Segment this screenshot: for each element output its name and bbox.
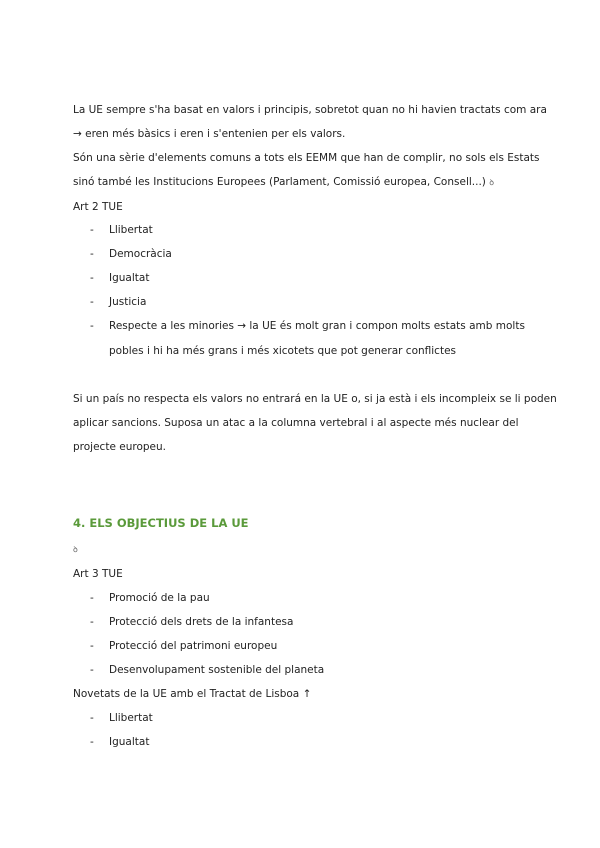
- list-item-text: Llibertat: [109, 224, 153, 236]
- list-item-text: Desenvolupament sostenible del planeta: [109, 664, 325, 676]
- novetats-text: Novetats de la UE amb el Tractat de Lisboa ↑: [73, 688, 312, 700]
- list-dash: -: [90, 296, 94, 308]
- intro-paragraph: [73, 98, 547, 219]
- list-item: [90, 242, 172, 266]
- intro-line-3: Són una sèrie d'elements comuns a tots els EEMM que han de complir, no sols els Estats: [73, 152, 540, 164]
- list-item-continuation: pobles i hi ha més grans i més xicotets que pot generar conflictes: [109, 345, 456, 357]
- list-item: [90, 586, 210, 610]
- list-item-text: Protecció dels drets de la infantesa: [109, 616, 294, 628]
- intro-line-4-text: sinó també les Institucions Europees (Parlament, Comissió europea, Consell...): [73, 176, 486, 188]
- list-item-text: Protecció del patrimoni europeu: [109, 640, 278, 652]
- section-glyph-line: [73, 538, 543, 562]
- list-item-text: Justicia: [109, 296, 147, 308]
- section-glyph: ꝺ: [73, 545, 78, 554]
- list-dash: -: [90, 248, 94, 260]
- novetats-line: [73, 682, 543, 706]
- list-dash: -: [90, 712, 94, 724]
- art3-label-text: Art 3 TUE: [73, 568, 123, 580]
- list-item-text: Llibertat: [109, 712, 153, 724]
- list-item-text: Promoció de la pau: [109, 592, 210, 604]
- list-item: [90, 218, 153, 242]
- art2-label: Art 2 TUE: [73, 201, 123, 213]
- list-item: [90, 658, 324, 682]
- list-dash: -: [90, 640, 94, 652]
- list-dash: -: [90, 736, 94, 748]
- list-item: [90, 634, 277, 658]
- list-item: [90, 290, 146, 314]
- list-item: [90, 610, 293, 634]
- sanctions-line-1: Si un país no respecta els valors no entrará en la UE o, si ja està i els incompleix se li poden: [73, 393, 557, 405]
- sanctions-paragraph: [73, 387, 557, 459]
- intro-line-2: → eren més bàsics i eren i s'entenien per els valors.: [73, 128, 346, 140]
- list-item-text: Democràcia: [109, 248, 172, 260]
- section-heading: 4. ELS OBJECTIUS DE LA UE: [73, 516, 249, 530]
- sanctions-line-3: projecte europeu.: [73, 441, 166, 453]
- sanctions-line-2: aplicar sancions. Suposa un atac a la columna vertebral i al aspecte més nuclear del: [73, 417, 519, 429]
- list-item: [90, 314, 525, 338]
- list-item-text: Igualtat: [109, 736, 150, 748]
- inline-glyph: ꝺ: [489, 178, 495, 187]
- intro-line-1: La UE sempre s'ha basat en valors i principis, sobretot quan no hi havien tractats com ara: [73, 104, 547, 116]
- list-item: [90, 706, 153, 730]
- list-dash: -: [90, 224, 94, 236]
- list-dash: -: [90, 272, 94, 284]
- list-dash: -: [90, 616, 94, 628]
- list-dash: -: [90, 592, 94, 604]
- list-item: [90, 730, 149, 754]
- intro-line-4: [73, 170, 543, 195]
- list-dash: -: [90, 664, 94, 676]
- list-item-text: Igualtat: [109, 272, 150, 284]
- list-item: [90, 266, 149, 290]
- list-dash: -: [90, 320, 94, 332]
- art3-label: [73, 562, 543, 586]
- list-item-text: Respecte a les minories → la UE és molt gran i compon molts estats amb molts: [109, 320, 525, 332]
